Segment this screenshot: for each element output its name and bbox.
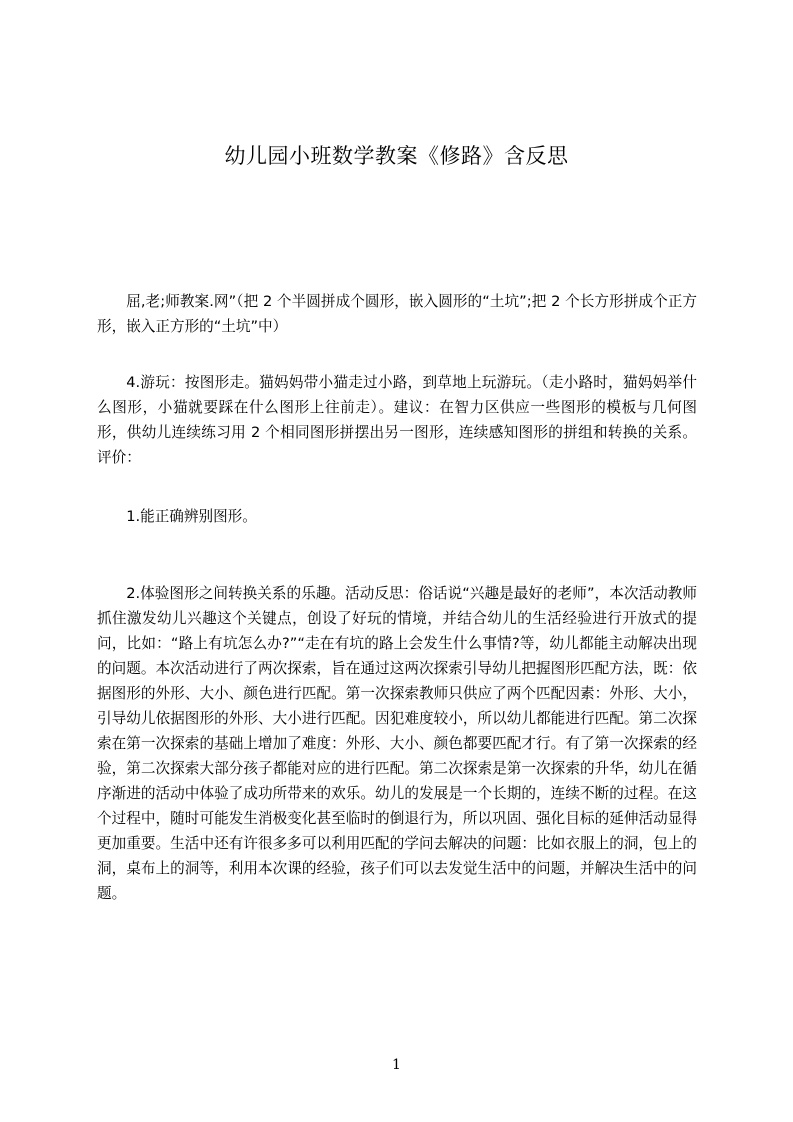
paragraph-game-activity: 4.游玩：按图形走。猫妈妈带小猫走过小路，到草地上玩游玩。（走小路时，猫妈妈举什么图形，小猫就要踩在什么图形上往前走）。建议：在智力区供应一些图形的模板与几何图形，供幼儿连续练习用 2 个相同图形拼摆出另一图形，连续感知图形的拼组和转换的关系。评价： [97,374,697,466]
page-title: 幼儿园小班数学教案《修路》含反思 [224,144,569,168]
page-number: 1 [392,1057,401,1073]
paragraph-reflection: 2.体验图形之间转换关系的乐趣。活动反思：俗话说“兴趣是最好的老师”，本次活动教师抓住激发幼儿兴趣这个关键点，创设了好玩的情境，并结合幼儿的生活经验进行开放式的提问，比如：“路上有坑怎么办?”“走在有坑的路上会发生什么事情?等，幼儿都能主动解决出现的问题。本次活动进行了两次探索，旨在通过这两次探索引导幼儿把握图形匹配方法，既：依据图形的外形、大小、颜色进行匹配。第一次探索教师只供应了两个匹配因素：外形、大小，引导幼儿依据图形的外形、大小进行匹配。因犯难度较小，所以幼儿都能进行匹配。第二次探索在第一次探索的基础上增加了难度：外形、大小、颜色都要匹配才行。有了第一次探索的经验，第二次探索大部分孩子都能对应的进行匹配。第二次探索是第一次探索的升华，幼儿在循序渐进的活动中体验了成功所带来的欢乐。幼儿的发展是一个长期的，连续不断的过程。在这个过程中，随时可能发生消极变化甚至临时的倒退行为，所以巩固、强化目标的延伸活动显得更加重要。生活中还有许很多多可以利用匹配的学问去解决的问题：比如衣服上的洞，包上的洞，桌布上的洞等，利用本次课的经验，孩子们可以去发觉生活中的问题，并解决生活中的问题。 [97,585,697,902]
paragraph-materials-note: 屈,老;师教案.网”（把 2 个半圆拼成个圆形，嵌入圆形的“土坑”;把 2 个长方形拼成个正方形，嵌入正方形的“土坑”中） [97,293,697,335]
paragraph-evaluation-point-1: 1.能正确辨别图形。 [126,508,257,525]
